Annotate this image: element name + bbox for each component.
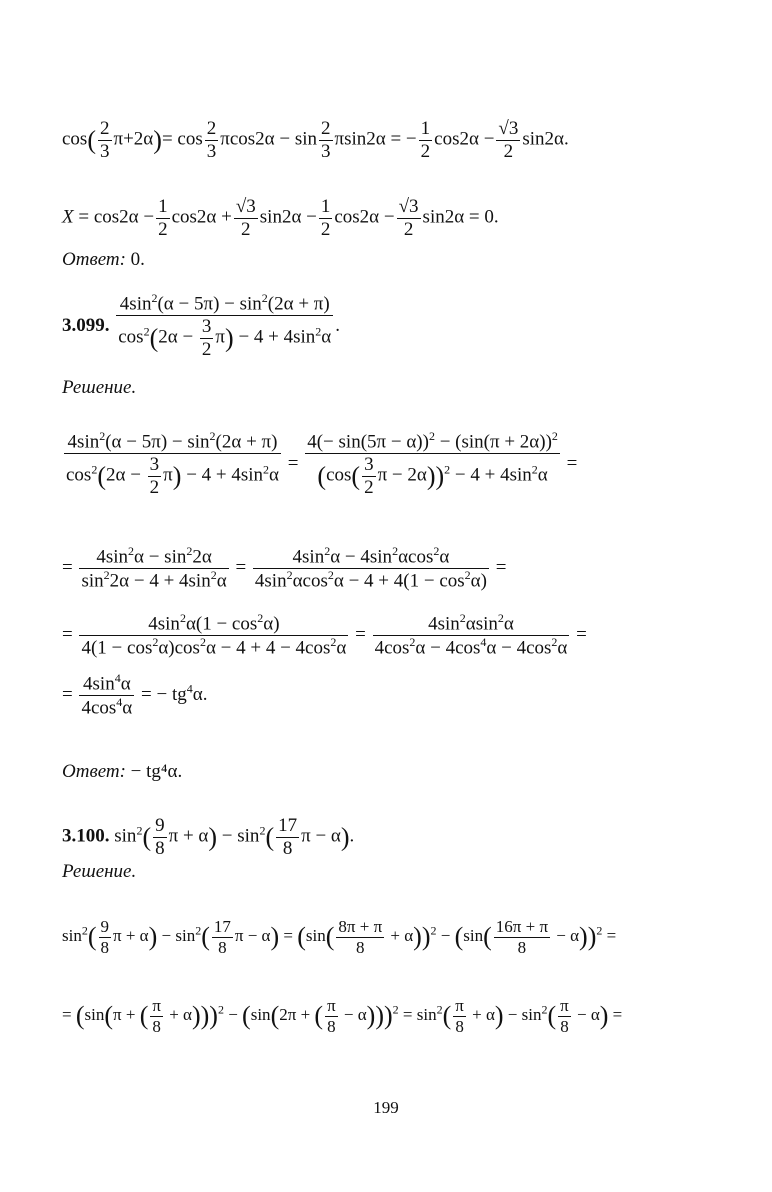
solution-label-text: Решение. <box>62 861 137 882</box>
solution-3100-line-1: $\sin^2$( $\frac{9}{8}$ $\pi + \alpha) - \sin^2$( $\frac{17}{8}$ π − α) = (sin( $\frac{8\pi + \pi}{8}$ + α))$^2$ − (sin( $\frac{16\pi + \pi}{8}$ − α))$^2$ = <box>62 917 617 957</box>
problem-number: 3.099. <box>62 314 110 336</box>
problem-3099: 3.099. $4\sin^2(\alpha - 5\pi) - \sin^2(2\alpha + \pi)$ $\cos^2(2\alpha$ − $\frac{3}{2}$ $\pi) - 4 + 4\sin^2\alpha$ . <box>62 291 341 361</box>
answer-label: Ответ: <box>62 249 126 270</box>
equation-line-2: X = cos2α − $\frac{1}{2}$ cos2α + $\frac{√3}{2}$ sin2α − $\frac{1}{2}$ cos2α − $\frac{√3}{2}$ sin2α = 0. <box>62 196 499 240</box>
solution-3099-line-2: = $\frac{4\sin^2\alpha - \sin^22\alpha}{\sin^22\alpha - 4 + 4\sin^2\alpha}$ = $\frac{4\sin^2\alpha - 4\sin^2\alpha\cos^2\alpha}{4\sin^2\alpha\cos^2\alpha - 4 + 4(1 - \cos^2\alpha)}$ = <box>62 544 507 592</box>
solution-label-text: Решение. <box>62 377 137 398</box>
page-number: 199 <box>373 1098 399 1117</box>
answer-line-1 <box>62 250 145 269</box>
solution-3099-line-3: = $\frac{4\sin^2\alpha(1 - \cos^2\alpha)}{4(1 - \cos^2\alpha)\cos^2\alpha - 4 + 4 - 4\cos^2\alpha}$ = $\frac{4\sin^2\alpha\sin^2\alpha}{4\cos^2\alpha - 4\cos^4\alpha - 4\cos^2\alpha}$ = <box>62 611 587 659</box>
solution-3099-line-1: $4\sin^2(\alpha - 5\pi) - \sin^2(2\alpha + \pi)$ $\cos^2(2\alpha$ − $\frac{3}{2}$ $\pi) - 4 + 4\sin^2\alpha$ = $4(- \sin(5\pi - \alpha))^2 - (\sin(\pi + 2\alpha))^2$ (cos( $\frac{3}{2}$ $\pi - 2\alpha))^2 - 4 + 4\sin^2\alpha$ = <box>66 429 578 499</box>
answer-value: 0. <box>130 249 145 270</box>
answer-label: Ответ: <box>62 761 126 782</box>
problem-number: 3.100. <box>62 825 110 847</box>
solution-3100-line-2: = (sin(π + ( $\frac{\pi}{8}$ + α)))$^2$ − (sin(2π + ( $\frac{\pi}{8}$ − $\alpha)))^2 = \sin^2$( $\frac{\pi}{8}$ + $\alpha) - \sin^2$( $\frac{\pi}{8}$ − α) = <box>62 996 623 1036</box>
answer-line-2 <box>62 762 182 781</box>
equation-line-1: cos( $\frac{2}{3}$ π+2α)= cos $\frac{2}{3}$ πcos2α − sin $\frac{2}{3}$ πsin2α = − $\frac{1}{2}$ cos2α − $\frac{√3}{2}$ sin2α. <box>62 118 569 162</box>
solution-label-2 <box>62 862 136 881</box>
problem-3100: 3.100. $\sin^2$( $\frac{9}{8}$ $\pi + \alpha) - \sin^2$( $\frac{17}{8}$ π − α). <box>62 815 355 859</box>
solution-label-1 <box>62 378 136 397</box>
answer-value: − tg⁴α. <box>130 761 183 782</box>
solution-3099-line-4: = $\frac{4\sin^4\alpha}{4\cos^4\alpha}$ = − $tg^4\alpha$. <box>62 671 208 719</box>
